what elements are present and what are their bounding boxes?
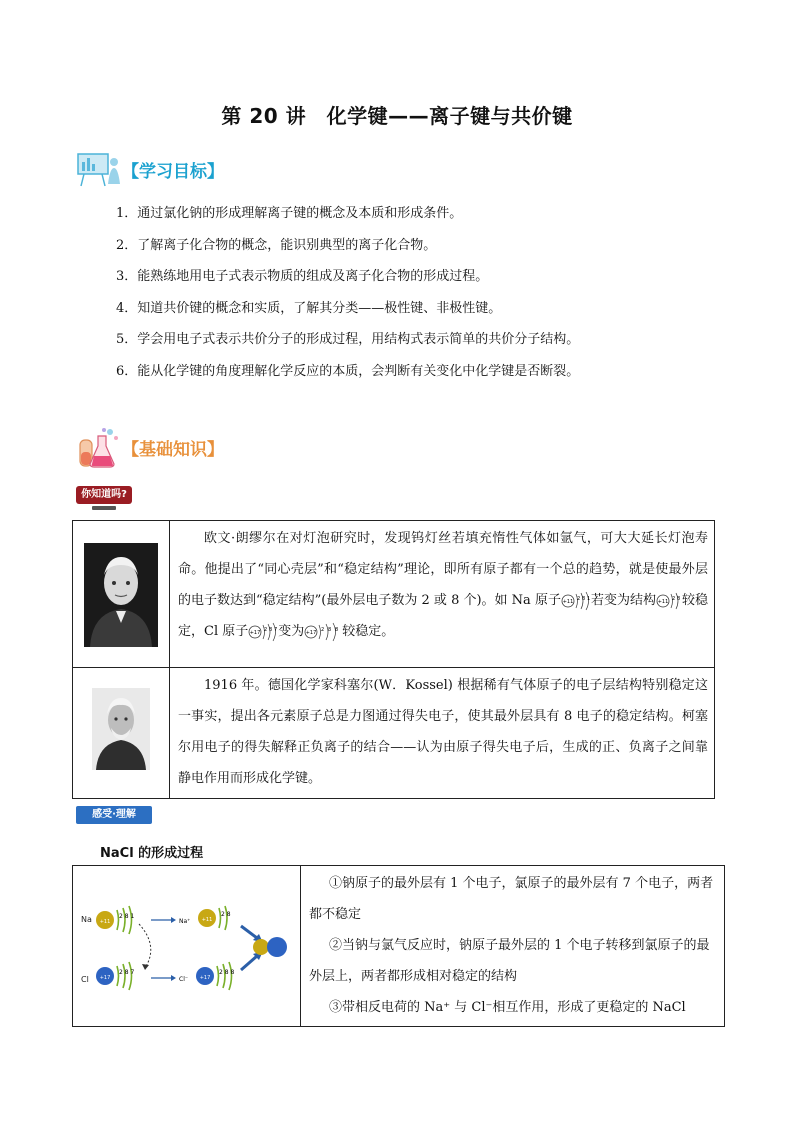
goals-list	[116, 202, 736, 392]
na-atom-structure	[561, 591, 591, 611]
na-ion-label: Na⁺	[179, 918, 191, 925]
svg-text:+17: +17	[199, 975, 211, 981]
scientists-table	[72, 520, 715, 799]
cl-atom-structure	[248, 622, 278, 642]
cl-ion-label: Cl⁻	[179, 976, 189, 983]
na-ion-structure	[656, 591, 682, 611]
na-label: Na	[81, 915, 92, 924]
langmuir-portrait	[84, 543, 158, 647]
nacl-formation-diagram	[73, 866, 300, 1022]
cl-shell-electrons: 2 8 7	[119, 969, 135, 976]
flask-icon	[76, 426, 122, 468]
kossel-photo-cell	[73, 668, 170, 799]
nacl-section-title: NaCl 的形成过程	[100, 846, 204, 861]
did-you-know-badge: 你知道吗?	[76, 486, 132, 504]
svg-text:+17: +17	[305, 629, 317, 636]
goals-heading	[76, 148, 224, 190]
kossel-portrait	[92, 688, 150, 770]
kossel-text-cell	[170, 668, 715, 799]
cl-nucleus-charge: +17	[99, 975, 111, 981]
svg-text:1: 1	[586, 595, 591, 602]
nacl-table	[72, 865, 725, 1027]
nacl-diagram-cell	[73, 866, 301, 1027]
goal-item: 1．通过氯化钠的形成理解离子键的概念及本质和形成条件。	[116, 206, 463, 221]
cl-label: Cl	[81, 975, 89, 984]
nacl-cl-ion	[267, 937, 287, 957]
svg-text:8: 8	[335, 626, 339, 633]
badge-stand	[92, 506, 116, 510]
goal-item: 2．了解离子化合物的概念，能识别典型的离子化合物。	[116, 237, 437, 253]
goals-heading-label: 【学习目标】	[122, 161, 224, 182]
table-row	[73, 521, 715, 668]
goal-item: 4．知道共价键的概念和实质，了解其分类——极性键、非极性键。	[116, 300, 502, 316]
nacl-steps-cell	[301, 866, 725, 1027]
na-ion-shell-electrons: 2 8	[221, 911, 231, 918]
kossel-paragraph: 1916 年。德国化学家科塞尔(W．Kossel) 根据稀有气体原子的电子层结构特别稳定这一事实，提出各元素原子总是力图通过得失电子，使其最外层具有 8 电子的稳定结构。柯塞尔用电子的得失解释正负离子的结合——认为由原子得失电子后，生成的正、负离子之间靠静电作用而形成化学键。	[178, 678, 708, 786]
svg-text:+11: +11	[201, 917, 213, 923]
svg-text:8: 8	[328, 626, 332, 633]
goal-item: 5．学会用电子式表示共价分子的形成过程，用结构式表示简单的共价分子结构。	[116, 332, 580, 348]
table-row	[73, 866, 725, 1027]
svg-text:+17: +17	[249, 629, 261, 636]
na-shell-electrons: 2 8 1	[119, 913, 135, 920]
nacl-step: ①钠原子的最外层有 1 个电子，氯原子的最外层有 7 个电子，两者都不稳定	[309, 876, 714, 922]
svg-text:8: 8	[581, 595, 586, 602]
svg-text:2: 2	[264, 626, 268, 633]
svg-text:+11: +11	[562, 598, 574, 605]
svg-text:7: 7	[274, 626, 278, 633]
svg-text:8: 8	[269, 626, 273, 633]
basics-heading	[76, 426, 224, 468]
na-nucleus-charge: +11	[99, 919, 111, 925]
goal-item: 6．能从化学键的角度理解化学反应的本质，会判断有关变化中化学键是否断裂。	[116, 363, 580, 379]
nacl-na-ion	[253, 939, 269, 955]
svg-text:2: 2	[321, 626, 325, 633]
nacl-step: ③带相反电荷的 Na⁺ 与 Cl⁻相互作用，形成了更稳定的 NaCl	[329, 1000, 686, 1015]
page-title: 第 20 讲 化学键——离子键与共价键	[221, 104, 573, 128]
langmuir-text-cell	[170, 521, 715, 668]
svg-text:8: 8	[676, 595, 681, 602]
feel-understand-badge: 感受·理解	[76, 806, 152, 824]
svg-text:2: 2	[576, 595, 581, 602]
basics-heading-label: 【基础知识】	[122, 439, 224, 460]
svg-text:+11: +11	[657, 598, 669, 605]
langmuir-photo-cell	[73, 521, 170, 668]
table-row	[73, 668, 715, 799]
whiteboard-icon	[76, 148, 122, 190]
cl-ion-structure	[304, 622, 342, 642]
goal-item: 3．能熟练地用电子式表示物质的组成及离子化合物的形成过程。	[116, 269, 489, 285]
nacl-step: ②当钠与氯气反应时，钠原子最外层的 1 个电子转移到氯原子的最外层上，两者都形成相对稳定的结构	[309, 938, 710, 984]
langmuir-paragraph: 欧文·朗缪尔在对灯泡研究时，发现钨灯丝若填充惰性气体如氩气，可大大延长灯泡寿命。他提出了“同心壳层”和“稳定结构”理论，即所有原子都有一个总的趋势，就是使最外层的电子数达到“稳定结构”(最外层电子数为 2 或 8 个)。如 Na 原子 +11 2 8 1 若变为结构 +11 2 8 较稳定，Cl 原子 +17 2 8 7 变为 +17 2 8 8 较稳定。	[178, 523, 708, 647]
svg-text:2: 2	[671, 595, 676, 602]
cl-ion-shell-electrons: 2 8 8	[219, 969, 235, 976]
